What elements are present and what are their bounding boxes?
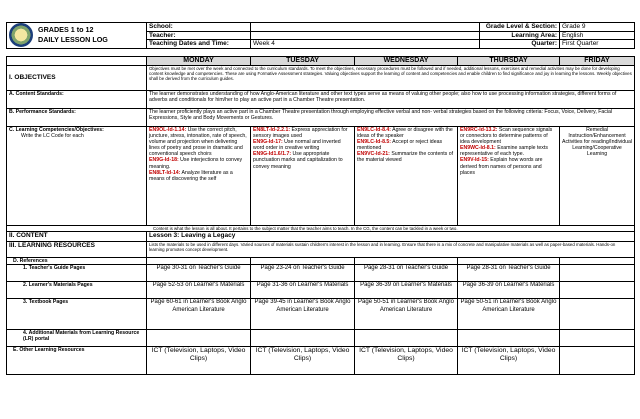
content-note: Content is what the lesson is all about. It pertains to the subject matter that the teacher aims to teach. In the CG, the content can be tackled in a week or two. (7, 226, 635, 232)
lm-monday: Page 52-53 on Learner's Materials (147, 282, 251, 299)
teacher-label: Teacher: (147, 31, 251, 40)
other-resources-label: E. Other Learning Resources (7, 347, 147, 375)
lc-text: Use interjections to convey meaning. (149, 157, 243, 170)
competencies-wednesday (355, 127, 458, 226)
lesson-title: Lesson 3: Leaving a Legacy (147, 232, 635, 242)
header-table (6, 22, 635, 49)
grade-level-label: Grade Level & Section: (480, 23, 560, 32)
learning-resources-label: III. LEARNING RESOURCES (7, 242, 147, 258)
learning-area-value[interactable]: English (560, 31, 635, 40)
lm-tuesday: Page 31-36 on Learner's Materials (251, 282, 355, 299)
competencies-friday: Remedial Instruction/Enhancement Activities for reading/Individual Learning/Cooperative Learning (560, 127, 635, 226)
lc-code: EN9G-Id-18: (149, 157, 179, 164)
grade-title: GRADES 1 to 12 (38, 25, 94, 35)
lc-text: Examine sample texts representative of each type. (460, 145, 548, 158)
day-tuesday: TUESDAY (251, 57, 355, 66)
lc-code: EN8LT-Id-2.2.1: (253, 127, 291, 133)
day-friday: FRIDAY (560, 57, 635, 66)
lc-text: Agree or disagree with the ideas of the speaker (357, 127, 453, 140)
teachers-guide-label: 1. Teacher's Guide Pages (7, 265, 147, 282)
tb-wednesday: Page 50-51 in Learner's Book Anglo American Literature (355, 299, 458, 330)
competencies-label: C. Learning Competencies/Objectives: (9, 127, 104, 133)
tg-wednesday: Page 28-31 on Teacher's Guide (355, 265, 458, 282)
other-tuesday: ICT (Television, Laptops, Video Clips) (251, 347, 355, 375)
lc-code: EN9V-Id-15: (460, 157, 489, 164)
day-thursday: THURSDAY (458, 57, 560, 66)
lc-text: Summarize the contents of the material viewed (357, 151, 454, 164)
lc-text: Use normal and inverted word order in creative writing (253, 139, 341, 152)
grade-level-value[interactable]: Grade 9 (560, 23, 635, 32)
quarter-value[interactable]: First Quarter (560, 40, 635, 49)
tg-monday: Page 30-31 on Teacher's Guide (147, 265, 251, 282)
lc-code: EN9WC-Id-8.1: (460, 145, 496, 152)
tg-thursday: Page 28-31 on Teacher's Guide (458, 265, 560, 282)
lc-text: Use appropriate punctuation marks and capitalization to convey meaning (253, 151, 343, 170)
logo-cell (7, 23, 147, 49)
learning-resources-text: Lists the materials to be used in different days. Varied sources of materials sustain children's interest in the lesson and in learning. Ensure that there is a mix of concrete and manipulative materials as well as paper-based materials. Hands-on learning promotes concept development. (147, 242, 635, 258)
learning-area-label: Learning Area: (480, 31, 560, 40)
day-monday: MONDAY (147, 57, 251, 66)
competencies-monday (147, 127, 251, 226)
other-wednesday: ICT (Television, Laptops, Video Clips) (355, 347, 458, 375)
lc-text: Use the correct pitch, juncture, stress, intonation, rate of speech, volume and projection when delivering lines of poetry and prose in dramatic and conventional speech choirs (149, 127, 247, 158)
lm-thursday: Page 36-39 on Learner's Materials (458, 282, 560, 299)
learners-materials-label: 2. Learner's Materials Pages (7, 282, 147, 299)
lesson-log-table (6, 65, 635, 375)
dates-label: Teaching Dates and Time: (147, 40, 251, 49)
lc-code: EN9LC-Id-8.5: (357, 139, 392, 146)
lc-text: Express appreciation for sensory images used (253, 127, 348, 140)
performance-standards-text: The learner proficiently plays an active part in a Chamber Theatre presentation through employing effective verbal and non- verbal strategies based on the following criteria: Focus, Voice, Delivery, Facial Expressions, Style and Body Movements or Gestures. (147, 109, 635, 127)
content-standards-text: The learner demonstrates understanding of how Anglo-American literature and other text types serve as means of valuing other people; also how to use processing information strategies, different forms of adverbs and conditionals for him/her to play an active part in a Chamber Theatre presentation. (147, 91, 635, 109)
school-label: School: (147, 23, 251, 32)
tb-tuesday: Page 39-45 in Learner's Book Anglo American Literature (251, 299, 355, 330)
lc-text: Explain how words are derived from names of persons and places (460, 157, 543, 176)
other-monday: ICT (Television, Laptops, Video Clips) (147, 347, 251, 375)
objectives-label: I. OBJECTIVES (7, 66, 147, 91)
additional-materials-label: 4. Additional Materials from Learning Resource (LR) portal (7, 330, 147, 347)
day-wednesday: WEDNESDAY (355, 57, 458, 66)
other-thursday: ICT (Television, Laptops, Video Clips) (458, 347, 560, 375)
objectives-text: Objectives must be met over the week and connected to the curriculum standards. To meet the objectives, necessary procedures must be followed and if needed, additional lessons, exercises and remedial activities may be done for developing content knowledge and competencies. These are using Formative Assessment strategies. Valuing objectives support the learning of content and competencies and enable children to find significance and joy in learning the lessons. Weekly objectives shall be derived from the curriculum guides. (147, 66, 635, 91)
competencies-thursday (458, 127, 560, 226)
tg-tuesday: Page 23-24 on Teacher's Guide (251, 265, 355, 282)
performance-standards-label: B. Performance Standards: (7, 109, 147, 127)
lc-code: EN9LC-Id-8.4: (357, 127, 392, 133)
competencies-tuesday (251, 127, 355, 226)
lc-code: EN9VC-Id-21: (357, 151, 390, 158)
lm-wednesday: Page 36-39 on Learner's Materials (355, 282, 458, 299)
quarter-label: Quarter: (480, 40, 560, 49)
log-title: DAILY LESSON LOG (38, 35, 108, 45)
lc-code: EN9G-Id-17: (253, 139, 283, 146)
school-value[interactable] (251, 23, 480, 32)
tb-thursday: Page 50-51 in Learner's Book Anglo American Literature (458, 299, 560, 330)
competencies-sublabel: Write the LC Code for each (21, 133, 84, 140)
references-label: D. References (7, 258, 147, 265)
lc-code: EN8LT-Id-14: (149, 169, 181, 176)
dates-value[interactable]: Week 4 (251, 40, 480, 49)
tb-monday: Page 60-61 in Learner's Book Anglo American Literature (147, 299, 251, 330)
competencies-label-cell (7, 127, 147, 226)
lc-text: Accept or reject ideas mentioned (357, 139, 443, 152)
lc-code: EN9RC-Id-13.2: (460, 127, 498, 133)
textbook-pages-label: 3. Textbook Pages (7, 299, 147, 330)
lc-text: Analyze literature as a means of discovering the self (149, 169, 233, 182)
teacher-value[interactable] (251, 31, 480, 40)
content-label: II. CONTENT (7, 232, 147, 242)
lc-code: EN9G-Id1.6/1.7: (253, 151, 292, 158)
lc-text: Scan sequence signals or connectors to determine patterns of idea development (460, 127, 553, 146)
deped-seal-icon (9, 23, 33, 47)
content-standards-label: A. Content Standards: (7, 91, 147, 109)
lc-code: EN9OL-Id-1.14: (149, 127, 187, 133)
